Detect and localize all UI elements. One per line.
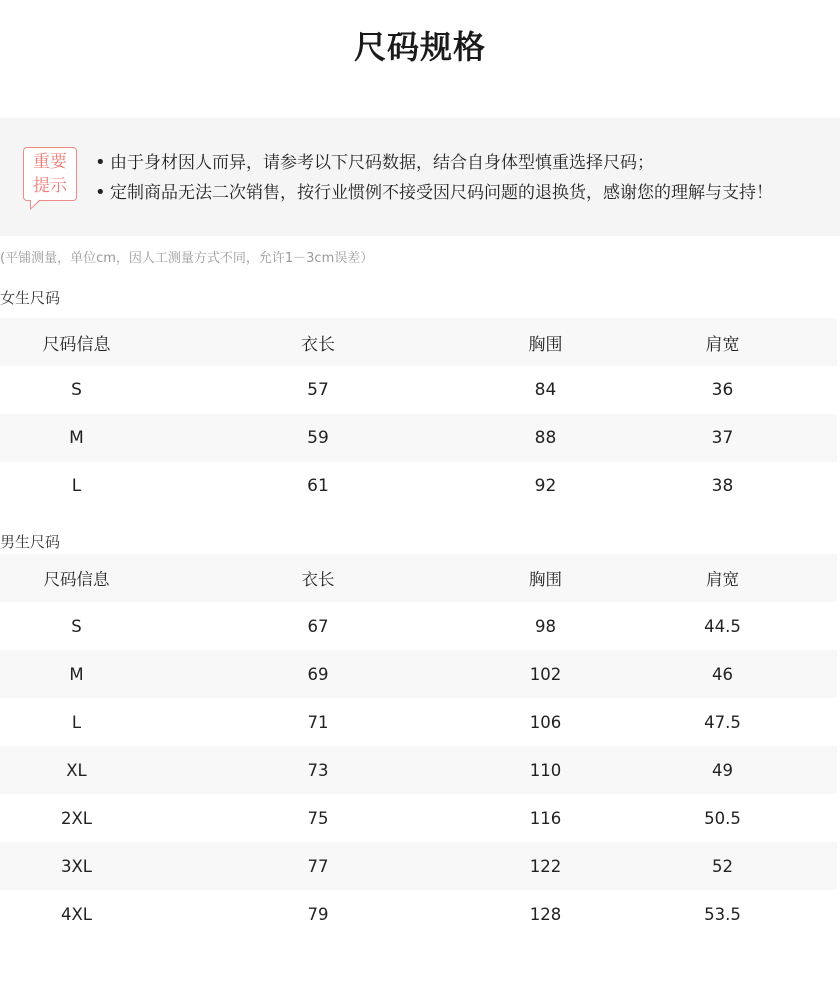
column-header: 衣长 (301, 334, 335, 355)
measurement-note: (平铺测量，单位cm，因人工测量方式不同，允许1－3cm误差） (0, 251, 374, 266)
column-header: 尺码信息 (42, 334, 111, 355)
table-cell: 71 (307, 712, 329, 732)
table-cell: 53.5 (704, 904, 741, 924)
table-cell: L (71, 476, 82, 496)
male-size-heading: 男生尺码 (0, 533, 61, 551)
table-cell: 37 (711, 428, 734, 448)
column-header: 胸围 (529, 570, 562, 589)
table-cell: 38 (711, 476, 734, 496)
table-cell: 88 (534, 428, 557, 448)
female-size-heading: 女生尺码 (0, 289, 61, 307)
notice-item: • 定制商品无法二次销售，按行业惯例不接受因尺码问题的退换货，感谢您的理解与支持！ (95, 178, 773, 208)
table-cell: 116 (529, 808, 562, 828)
table-cell: 122 (529, 856, 562, 876)
speech-tail-inner (31, 200, 39, 208)
table-cell: M (69, 428, 84, 448)
important-notice-badge (23, 147, 77, 201)
table-cell: 98 (535, 616, 556, 636)
table-cell: 59 (307, 428, 329, 448)
table-cell: 106 (529, 712, 562, 732)
table-row (0, 698, 837, 746)
column-header: 胸围 (528, 334, 563, 355)
table-cell: L (71, 712, 82, 732)
table-row (0, 366, 837, 414)
table-row (0, 746, 837, 794)
table-cell: 75 (307, 808, 329, 828)
table-cell: 36 (711, 380, 734, 400)
table-cell: 52 (712, 856, 733, 876)
table-cell: 128 (529, 904, 562, 924)
table-row (0, 794, 837, 842)
table-cell: 3XL (61, 856, 92, 876)
table-header-row (0, 554, 837, 602)
notice-item: • 由于身材因人而异，请参考以下尺码数据，结合自身体型慎重选择尺码； (95, 148, 773, 178)
table-row (0, 650, 837, 698)
table-cell: S (71, 380, 82, 400)
badge-text-line2: 提示 (33, 176, 67, 196)
page-title: 尺码规格 (353, 28, 486, 66)
table-row (0, 414, 837, 462)
table-cell: 4XL (61, 904, 92, 924)
table-row (0, 842, 837, 890)
table-cell: 110 (529, 760, 562, 780)
table-cell: 46 (712, 664, 733, 684)
table-cell: 92 (534, 476, 557, 496)
table-cell: M (69, 664, 84, 684)
table-cell: XL (66, 760, 87, 780)
table-cell: 77 (307, 856, 329, 876)
table-row (0, 462, 837, 510)
table-cell: 50.5 (704, 808, 741, 828)
table-cell: 102 (529, 664, 562, 684)
table-cell: 49 (712, 760, 733, 780)
table-cell: 69 (307, 664, 329, 684)
female-size-table (0, 318, 837, 510)
table-cell: 61 (307, 476, 329, 496)
badge-text-line1: 重要 (33, 152, 67, 172)
table-cell: 67 (307, 616, 329, 636)
table-cell: 47.5 (704, 712, 741, 732)
male-size-table (0, 554, 837, 938)
table-cell: 44.5 (704, 616, 741, 636)
table-row (0, 890, 837, 938)
table-cell: 2XL (61, 808, 92, 828)
table-header-row (0, 318, 837, 366)
table-cell: 57 (307, 380, 329, 400)
table-cell: 84 (534, 380, 557, 400)
table-cell: S (71, 616, 82, 636)
table-row (0, 602, 837, 650)
table-cell: 73 (307, 760, 329, 780)
column-header: 衣长 (301, 570, 335, 589)
column-header: 尺码信息 (43, 570, 110, 589)
column-header: 肩宽 (705, 334, 740, 355)
column-header: 肩宽 (706, 570, 739, 589)
table-cell: 79 (307, 904, 329, 924)
notice-box (0, 118, 840, 236)
notice-list (95, 148, 773, 208)
